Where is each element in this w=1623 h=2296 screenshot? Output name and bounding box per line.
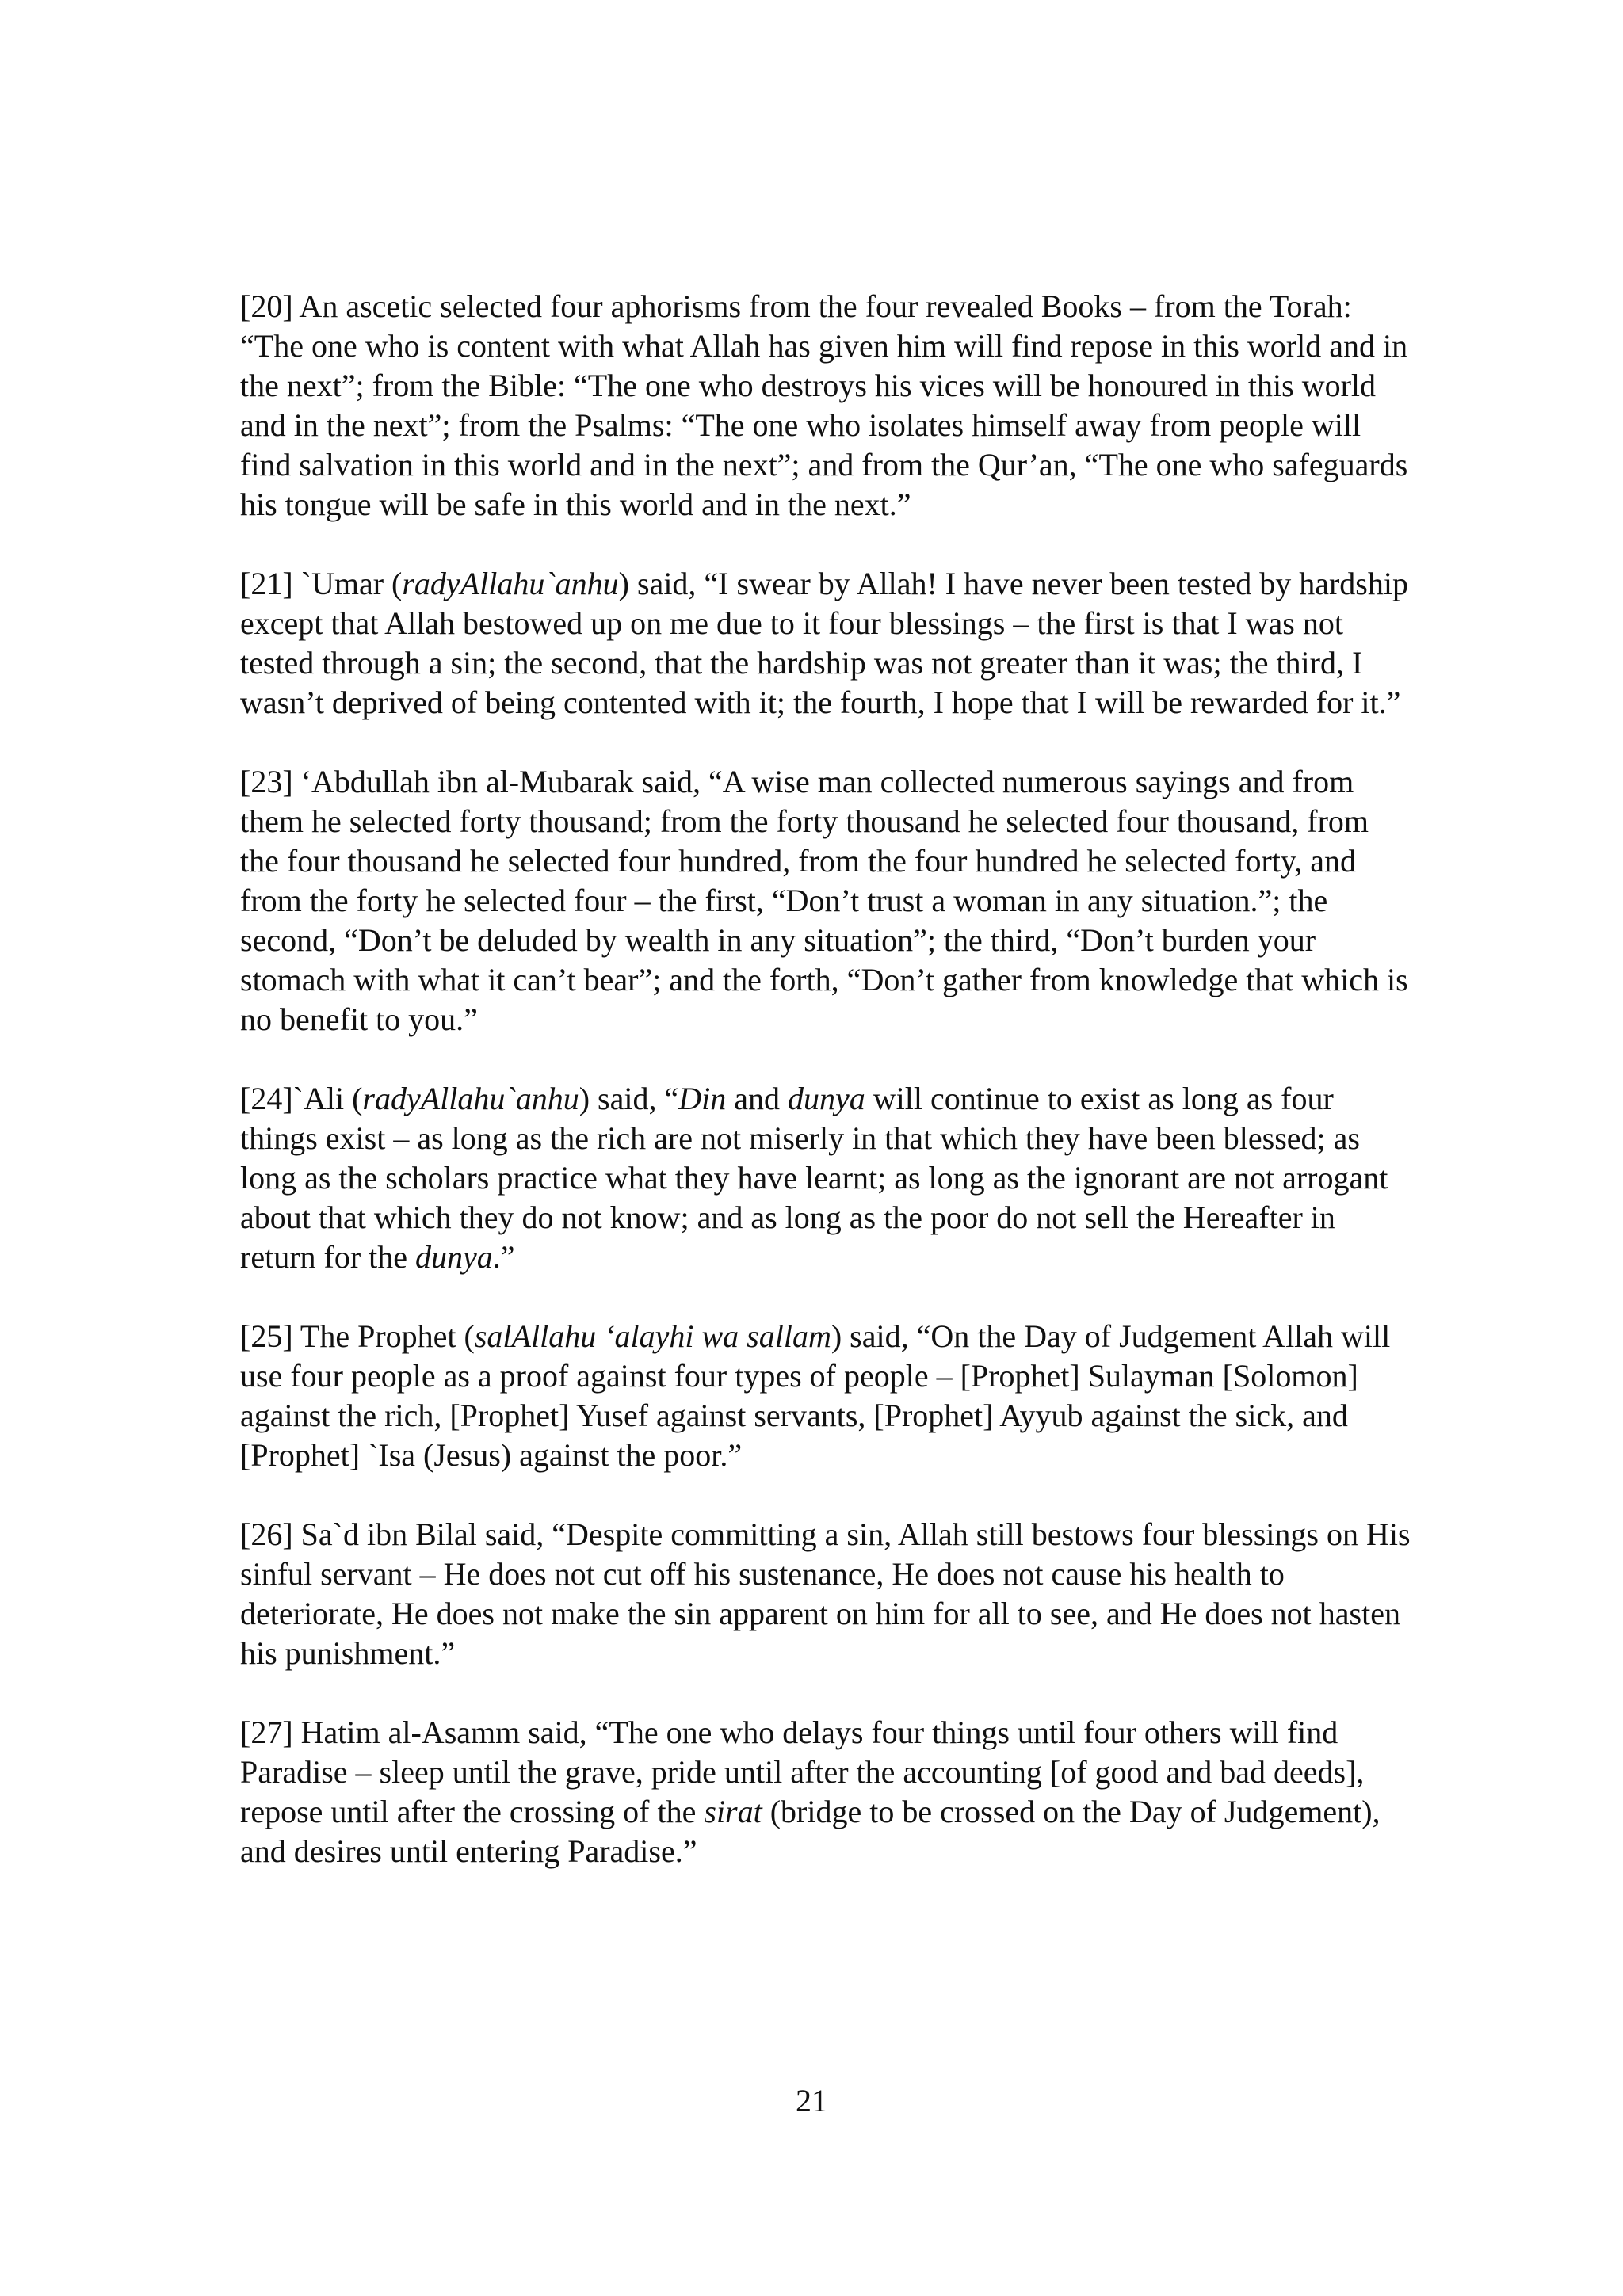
paragraph-25: [240, 1317, 1413, 1475]
paragraph-25-italic-1: salAllahu ‘alayhi wa sallam: [474, 1318, 831, 1354]
paragraph-24-text-1: [24]`Ali (: [240, 1081, 363, 1116]
paragraph-24-italic-3: dunya: [788, 1081, 865, 1116]
paragraph-26-text: [26] Sa`d ibn Bilal said, “Despite committing a sin, Allah still bestows four blessings on His sinful servant – He does not cut off his sustenance, He does not cause his health to deteriorate, He does not make the sin apparent on him for all to see, and He does not hasten his punishment.”: [240, 1516, 1411, 1671]
paragraph-27-text-1: [27] Hatim al-Asamm said, “The one who delays four things until four others will find Paradise – sleep until the grave, pride until after the accounting [of good and bad deeds], repose until after the crossing of the: [240, 1714, 1365, 1829]
paragraph-24-italic-1: radyAllahu`anhu: [362, 1081, 579, 1116]
paragraph-24: [240, 1079, 1413, 1277]
paragraph-21-italic-1: radyAllahu`anhu: [402, 566, 619, 601]
paragraph-27-italic-1: sirat: [704, 1794, 762, 1829]
page-body: [240, 287, 1413, 1911]
paragraph-24-italic-4: dunya: [415, 1239, 493, 1275]
paragraph-21-text-2: ) said, “I swear by Allah! I have never been tested by hardship except that Allah bestowed up on me due to it four blessings – the first is that I was not tested through a sin; the second, that the hardship was not greater than it was; the third, I wasn’t deprived of being contented with it; the fourth, I hope that I will be rewarded for it.”: [240, 566, 1408, 720]
paragraph-21: [240, 564, 1413, 723]
paragraph-24-text-4: will continue to exist as long as four things exist – as long as the rich are not miserly in that which they have been blessed; as long as the scholars practice what they have learnt; as long as the ignorant are not arrogant about that which they do not know; and as long as the poor do not sell the Hereafter in return for the: [240, 1081, 1388, 1275]
paragraph-24-text-3: and: [726, 1081, 788, 1116]
paragraph-24-text-2: ) said, “: [579, 1081, 679, 1116]
paragraph-25-text-1: [25] The Prophet (: [240, 1318, 475, 1354]
paragraph-26: [240, 1515, 1413, 1673]
paragraph-27: [240, 1713, 1413, 1871]
paragraph-21-text-1: [21] `Umar (: [240, 566, 403, 601]
paragraph-24-text-5: .”: [492, 1239, 515, 1275]
page-number: 21: [796, 2083, 827, 2119]
paragraph-24-italic-2: Din: [678, 1081, 727, 1116]
paragraph-25-text-2: ) said, “On the Day of Judgement Allah will use four people as a proof against four types of people – [Prophet] Sulayman [Solomon] against the rich, [Prophet] Yusef against servants, [Prophet] Ayyub against the sick, and [Prophet] `Isa (Jesus) against the poor.”: [240, 1318, 1391, 1473]
paragraph-23: [240, 762, 1413, 1039]
paragraph-20-text: [20] An ascetic selected four aphorisms from the four revealed Books – from the Torah: “The one who is content with what Allah has given him will find repose in this world and in the next”; from the Bible: “The one who destroys his vices will be honoured in this world and in the next”; from the Psalms: “The one who isolates himself away from people will find salvation in this world and in the next”; and from the Qur’an, “The one who safeguards his tongue will be safe in this world and in the next.”: [240, 288, 1408, 522]
paragraph-20: [240, 287, 1413, 524]
paragraph-23-text: [23] ‘Abdullah ibn al-Mubarak said, “A wise man collected numerous sayings and from them he selected forty thousand; from the forty thousand he selected four thousand, from the four thousand he selected four hundred, from the four hundred he selected forty, and from the forty he selected four – the first, “Don’t trust a woman in any situation.”; the second, “Don’t be deluded by wealth in any situation”; the third, “Don’t burden your stomach with what it can’t bear”; and the forth, “Don’t gather from knowledge that which is no benefit to you.”: [240, 764, 1408, 1037]
paragraph-27-text-2: (bridge to be crossed on the Day of Judgement), and desires until entering Paradise.”: [240, 1794, 1381, 1869]
